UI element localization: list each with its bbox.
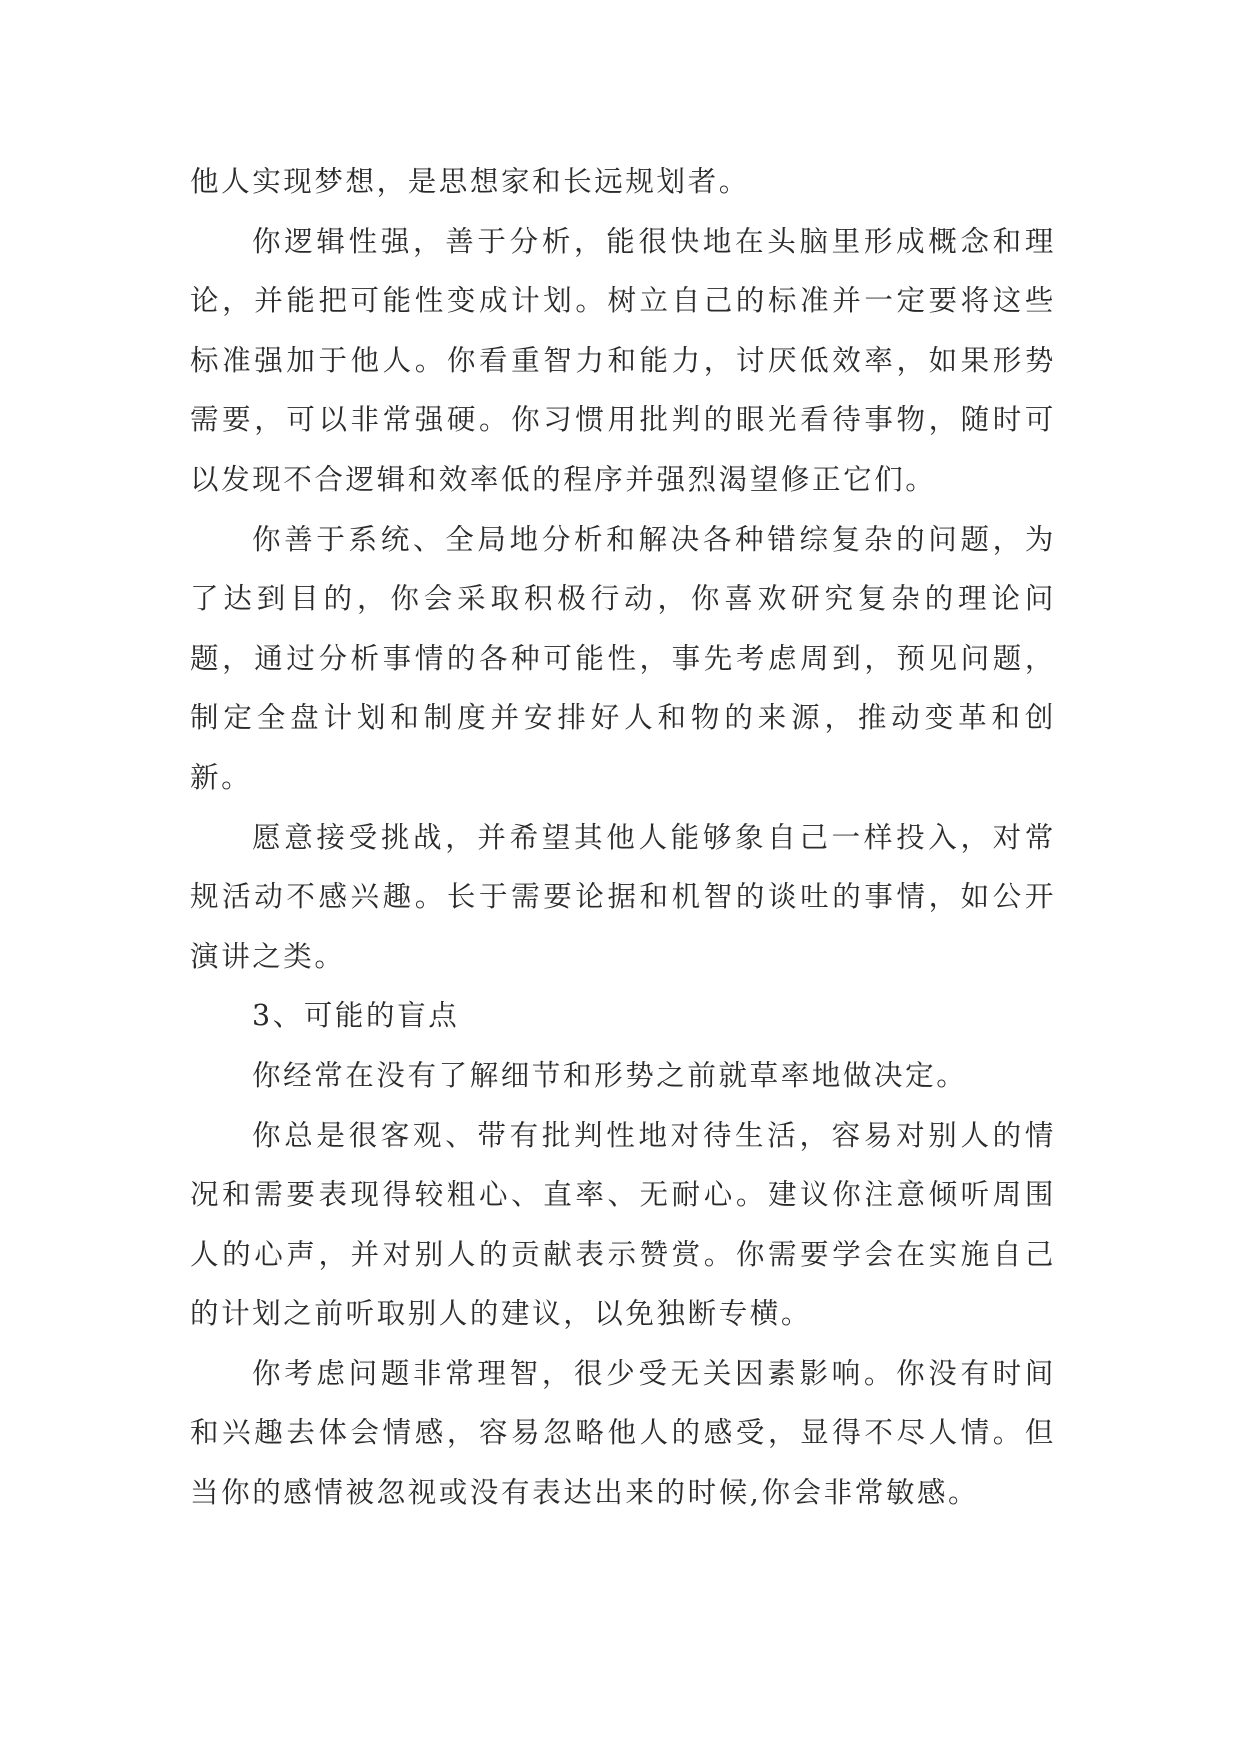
- document-body: [190, 152, 1056, 1523]
- paragraph-3: 你善于系统、全局地分析和解决各种错综复杂的问题，为了达到目的，你会采取积极行动，你喜欢研究复杂的理论问题，通过分析事情的各种可能性，事先考虑周到，预见问题，制定全盘计划和制度并安排好人和物的来源，推动变革和创新。: [190, 522, 1056, 794]
- paragraph-4: 愿意接受挑战，并希望其他人能够象自己一样投入，对常规活动不感兴趣。长于需要论据和机智的谈吐的事情，如公开演讲之类。: [190, 820, 1056, 973]
- paragraph-7: 你总是很客观、带有批判性地对待生活，容易对别人的情况和需要表现得较粗心、直率、无耐心。建议你注意倾听周围人的心声，并对别人的贡献表示赞赏。你需要学会在实施自己的计划之前听取别人的建议，以免独断专横。: [190, 1118, 1056, 1331]
- paragraph-2: 你逻辑性强，善于分析，能很快地在头脑里形成概念和理论，并能把可能性变成计划。树立自己的标准并一定要将这些标准强加于他人。你看重智力和能力，讨厌低效率，如果形势需要，可以非常强硬。你习惯用批判的眼光看待事物，随时可以发现不合逻辑和效率低的程序并强烈渴望修正它们。: [190, 224, 1056, 496]
- section-heading-blind-spots: 3、可能的盲点: [252, 999, 460, 1033]
- paragraph-8: 你考虑问题非常理智，很少受无关因素影响。你没有时间和兴趣去体会情感，容易忽略他人的感受，显得不尽人情。但当你的感情被忽视或没有表达出来的时候,你会非常敏感。: [190, 1356, 1056, 1510]
- paragraph-6: 你经常在没有了解细节和形势之前就草率地做决定。: [252, 1058, 968, 1092]
- paragraph-1: 他人实现梦想，是思想家和长远规划者。: [190, 165, 750, 198]
